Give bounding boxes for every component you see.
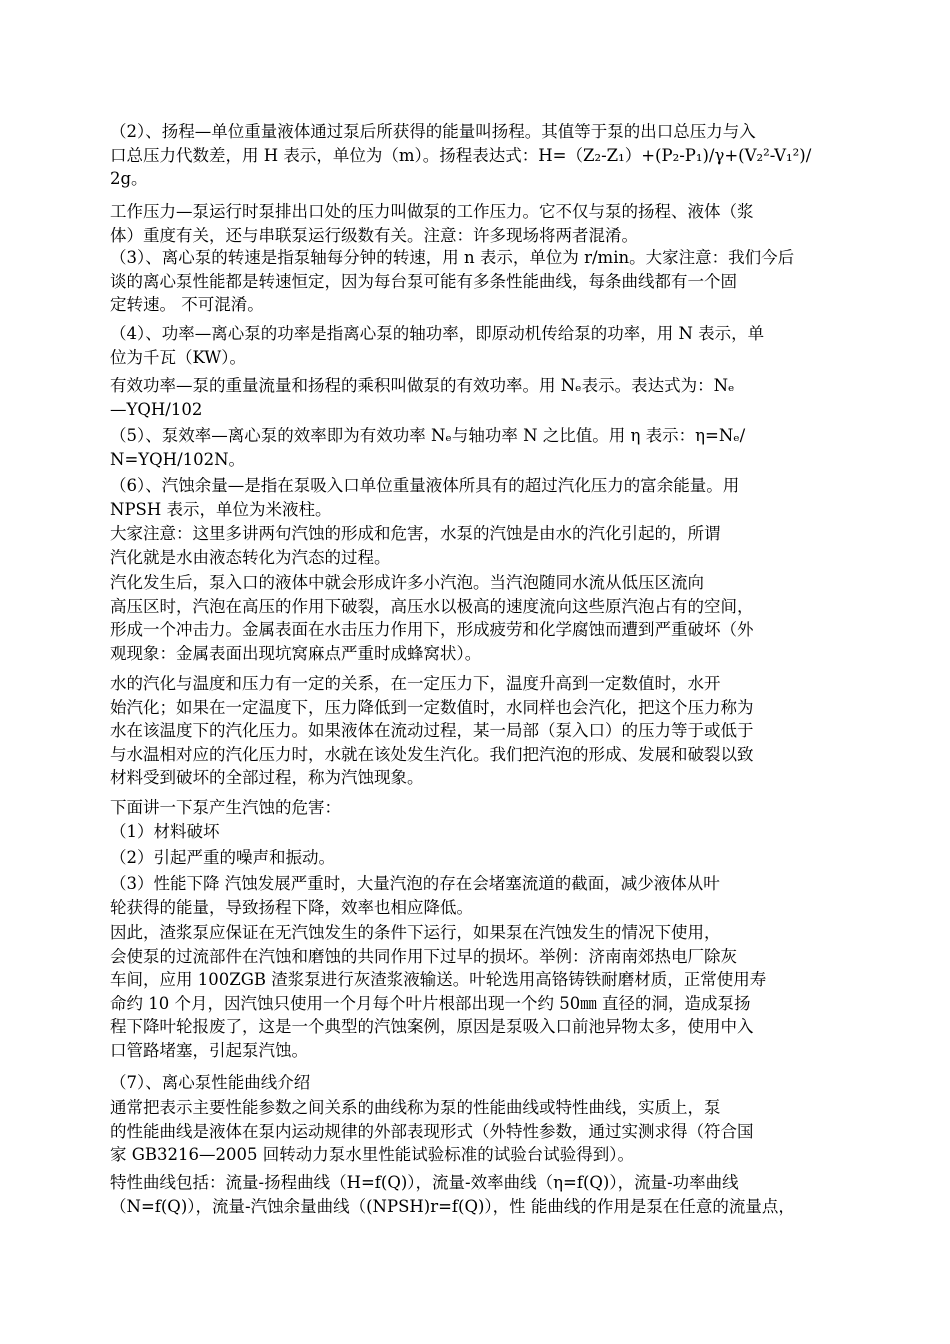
text-line: —YQH/102 [110,399,203,419]
text-line: 程下降叶轮报废了，这是一个典型的汽蚀案例，原因是泵吸入口前池异物太多，使用中入 [110,1017,754,1036]
text-line: （7）、离心泵性能曲线介绍 [110,1073,311,1092]
text-line: 2g。 [110,169,148,188]
paragraph-head [110,474,840,521]
text-line: 有效功率—泵的重量流量和扬程的乘积叫做泵的有效功率。用 Nₑ表示。表达式为：Nₑ [110,376,735,395]
text-line: （4）、功率—离心泵的功率是指离心泵的轴功率，即原动机传给泵的功率，用 N 表示，单 [110,324,765,343]
text-line: NPSH 表示，单位为米液柱。 [110,499,332,519]
text-line: 通常把表示主要性能参数之间关系的曲线称为泵的性能曲线或特性曲线，实质上，泵 [110,1098,721,1117]
text-line: 车间，应用 100ZGB 渣浆泵进行灰渣浆液输送。叶轮选用高铬铸铁耐磨材质，正常使用寿 [110,970,767,989]
text-line: 口总压力代数差，用 H 表示，单位为（m）。扬程表达式：H=（Z₂-Z₁）+(P₂-P₁)/γ+(V₂²-V₁²)/ [110,145,812,165]
paragraph [110,374,840,421]
text-line: （1）材料破坏 [110,822,220,841]
text-line: 会使泵的过流部件在汽蚀和磨蚀的共同作用下过早的损坏。举例：济南南郊热电厂除灰 [110,946,737,966]
text-line: 因此，渣浆泵应保证在无汽蚀发生的条件下运行，如果泵在汽蚀发生的情况下使用， [110,923,721,942]
text-line: 的性能曲线是液体在泵内运动规律的外部表现形式（外特性参数，通过实测求得（符合国 [110,1121,754,1141]
paragraph [110,796,840,820]
text-line: 定转速。 不可混淆。 [110,295,264,314]
text-line: 特性曲线包括：流量-扬程曲线（H=f(Q)），流量-效率曲线（η=f(Q)），流量-功率曲线 [110,1173,739,1192]
text-line: （3）性能下降 汽蚀发展严重时，大量汽泡的存在会堵塞流道的截面，减少液体从叶 [110,874,720,893]
text-line: （5）、泵效率—离心泵的效率即为有效功率 Nₑ与轴功率 N 之比值。用 η 表示：η=Nₑ/ [110,426,746,445]
text-line: 汽化就是水由液态转化为汽态的过程。 [110,547,391,567]
text-line: 工作压力—泵运行时泵排出口处的压力叫做泵的工作压力。它不仅与泵的扬程、液体（浆 [110,202,754,221]
text-line: 材料受到破坏的全部过程，称为汽蚀现象。 [110,768,424,787]
paragraph-head [110,1071,840,1095]
text-line: （6）、汽蚀余量—是指在泵吸入口单位重量液体所具有的超过汽化压力的富余能量。用 [110,476,740,495]
text-line: 水在该温度下的汽化压力。如果液体在流动过程，某一局部（泵入口）的压力等于或低于 [110,721,754,740]
text-line: 与水温相对应的汽化压力时，水就在该处发生汽化。我们把汽泡的形成、发展和破裂以致 [110,744,754,764]
text-line: 下面讲一下泵产生汽蚀的危害： [110,798,341,817]
text-line: （2）、扬程—单位重量液体通过泵后所获得的能量叫扬程。其值等于泵的出口总压力与入 [110,122,756,141]
text-line: 形成一个冲击力。金属表面在水击压力作用下，形成疲劳和化学腐蚀而遭到严重破坏（外 [110,620,754,639]
text-line: （3）、离心泵的转速是指泵轴每分钟的转速，用 n 表示，单位为 r/min。大家注意：我们今后 [110,248,795,267]
text-line: 家 GB3216—2005 回转动力泵水里性能试验标准的试验台试验得到）。 [110,1145,635,1164]
text-line: 轮获得的能量，导致扬程下降，效率也相应降低。 [110,897,473,917]
text-line: 大家注意：这里多讲两句汽蚀的形成和危害，水泵的汽蚀是由水的汽化引起的，所谓 [110,524,721,543]
text-line: 观现象：金属表面出现坑窝麻点严重时成蜂窝状）。 [110,643,482,663]
text-line: 口管路堵塞，引起泵汽蚀。 [110,1040,308,1060]
paragraph [110,522,840,569]
text-line: N=YQH/102N。 [110,449,246,469]
paragraph [110,921,840,1062]
paragraph [110,571,840,665]
text-line: 体）重度有关，还与串联泵运行级数有关。注意：许多现场将两者混淆。 [110,225,638,245]
text-line: 位为千瓦（KW）。 [110,347,246,367]
text-line: 高压区时，汽泡在高压的作用下破裂，高压水以极高的速度流向这些原汽泡占有的空间， [110,596,754,616]
text-line: 始汽化；如果在一定温度下，压力降低到一定数值时，水同样也会汽化，把这个压力称为 [110,697,754,717]
list-item [110,846,840,870]
list-item [110,872,840,919]
paragraph [110,1171,840,1218]
paragraph [110,200,840,247]
paragraph-head [110,424,840,471]
text-line: 水的汽化与温度和压力有一定的关系，在一定压力下，温度升高到一定数值时，水开 [110,674,721,693]
text-line: （2）引起严重的噪声和振动。 [110,848,335,867]
paragraph-head [110,120,840,191]
paragraph [110,672,840,790]
text-line: （N=f(Q)），流量-汽蚀余量曲线（(NPSH)r=f(Q)），性 能曲线的作用是泵在任意的流量点， [110,1196,795,1216]
text-line: 汽化发生后，泵入口的液体中就会形成许多小汽泡。当汽泡随同水流从低压区流向 [110,573,704,592]
list-item [110,820,840,844]
text-line: 谈的离心泵性能都是转速恒定，因为每台泵可能有多条性能曲线，每条曲线都有一个固 [110,271,737,291]
paragraph [110,1096,840,1167]
text-line: 命约 10 个月，因汽蚀只使用一个月每个叶片根部出现一个约 50㎜ 直径的洞，造成泵扬 [110,993,751,1013]
paragraph-head [110,246,840,317]
paragraph-head [110,322,840,369]
